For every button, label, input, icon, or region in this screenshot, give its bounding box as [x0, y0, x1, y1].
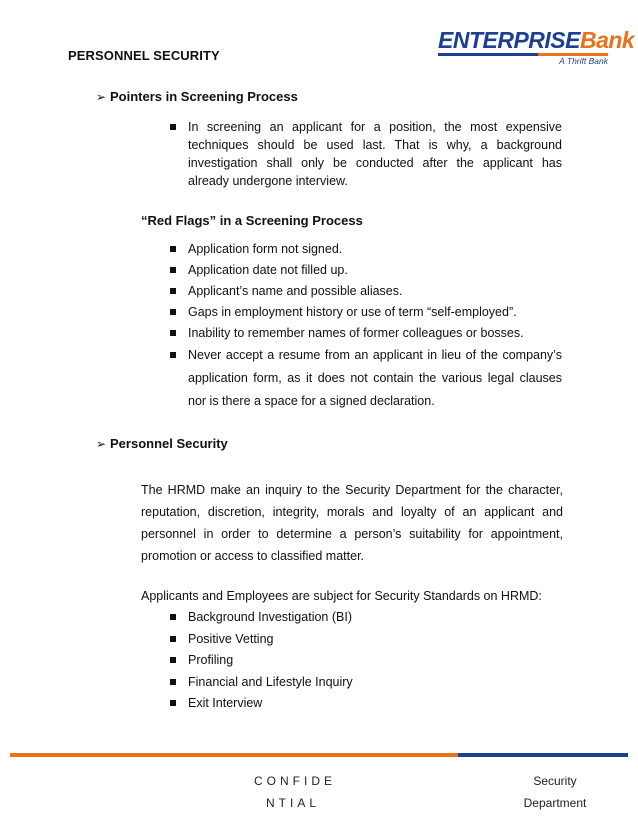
list-item — [168, 607, 562, 629]
square-bullet-icon — [170, 330, 176, 336]
list-item — [168, 629, 562, 651]
logo-word-main: ENTERPRISE — [438, 27, 580, 53]
square-bullet-icon — [170, 700, 176, 706]
square-bullet-icon — [170, 657, 176, 663]
list-item — [168, 323, 562, 344]
footer-confidential-line1: CONFIDE — [254, 774, 336, 788]
list-item — [168, 650, 562, 672]
red-flags-heading: “Red Flags” in a Screening Process — [141, 213, 363, 228]
enterprise-bank-logo — [438, 27, 635, 68]
square-bullet-icon — [170, 288, 176, 294]
list-item-text: Application date not filled up. — [188, 263, 348, 277]
screening-pointers-list — [168, 118, 562, 190]
list-item — [168, 344, 562, 413]
list-item — [168, 118, 562, 190]
square-bullet-icon — [170, 679, 176, 685]
logo-tagline: A Thrift Bank — [559, 56, 608, 66]
list-item-text: Applicant’s name and possible aliases. — [188, 284, 403, 298]
list-item-text: Never accept a resume from an applicant in lieu of the company’s application form, as it does not contain the various legal clauses nor is there a space for a signed declaration. — [188, 348, 562, 408]
arrow-bullet-icon: ➢ — [96, 90, 107, 104]
list-item — [168, 281, 562, 302]
arrow-bullet-icon: ➢ — [96, 437, 107, 451]
security-standards-intro: Applicants and Employees are subject for Security Standards on HRMD: — [141, 589, 542, 603]
list-item-text: Exit Interview — [188, 696, 263, 710]
list-item-text: In screening an applicant for a position, the most expensive techniques should be used last. That is why, a background investigation shall only be conducted after the applicant has already undergone interview. — [188, 120, 562, 188]
page-title: PERSONNEL SECURITY — [68, 48, 220, 63]
footer-divider-orange — [10, 753, 458, 757]
section-heading-text: Pointers in Screening Process — [110, 89, 298, 104]
section-heading-personnel — [96, 436, 228, 451]
list-item-text: Financial and Lifestyle Inquiry — [188, 674, 353, 689]
list-item — [168, 693, 562, 715]
list-item-text: Application form not signed. — [188, 242, 343, 256]
list-item-text: Background Investigation (BI) — [188, 610, 352, 624]
footer-confidential — [254, 770, 336, 814]
footer-department — [518, 770, 592, 814]
footer-department-line2: Department — [523, 796, 587, 810]
security-standards-list — [168, 607, 562, 715]
logo-wordmark — [438, 28, 634, 52]
list-item-text: Gaps in employment history or use of term “self-employed”. — [188, 305, 517, 319]
square-bullet-icon — [170, 267, 176, 273]
logo-word-accent: Bank — [579, 27, 635, 53]
footer-department-line1: Security — [533, 774, 577, 788]
square-bullet-icon — [170, 309, 176, 315]
square-bullet-icon — [170, 124, 176, 130]
square-bullet-icon — [170, 352, 176, 358]
list-item — [168, 672, 562, 694]
personnel-security-paragraph: The HRMD make an inquiry to the Security Department for the character, reputation, discretion, integrity, morals and loyalty of an applicant and personnel in order to determine a person’s suitability for appointment, promotion or access to classified matter. — [141, 483, 563, 563]
footer-divider-blue — [458, 753, 628, 757]
list-item — [168, 260, 562, 281]
list-item-text: Positive Vetting — [188, 631, 274, 646]
section-heading-screening — [96, 89, 298, 104]
list-item — [168, 302, 562, 323]
section-heading-text: Personnel Security — [110, 436, 228, 451]
red-flags-list — [168, 239, 562, 413]
list-item-text: Inability to remember names of former colleagues or bosses. — [188, 326, 524, 340]
square-bullet-icon — [170, 614, 176, 620]
list-item — [168, 239, 562, 260]
square-bullet-icon — [170, 636, 176, 642]
list-item-text: Profiling — [188, 653, 234, 667]
square-bullet-icon — [170, 246, 176, 252]
footer-confidential-line2: NTIAL — [266, 796, 321, 810]
